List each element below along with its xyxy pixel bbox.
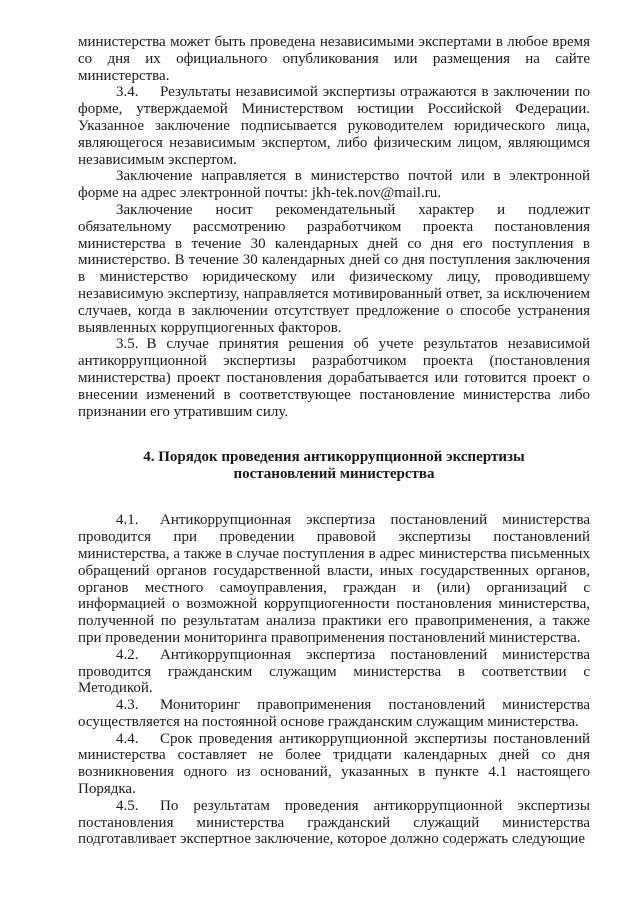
document-page bbox=[78, 34, 590, 848]
paragraph-4-1 bbox=[78, 512, 590, 646]
paragraph-text: Антикоррупционная экспертиза постановлений министерства проводится гражданским служащим министерства в соответствии с Методикой. bbox=[78, 646, 590, 697]
paragraph-text: Антикоррупционная экспертиза постановлений министерства проводится при проведении правовой экспертизы постановлений министерства, а также в случае поступления в адрес министерства письменных обращений органов государственной власти, иных государственных органов, органов местного самоуправления, граждан и (или) организаций с информацией о возможной коррупциогенности постановления министерства, полученной по результатам анализа практики его правоприменения, а также при проведении мониторинга правоприменения постановлений министерства. bbox=[78, 512, 590, 646]
paragraph-text: По результатам проведения антикоррупционной экспертизы постановления министерства гражданский служащий министерства подготавливает экспертное заключение, которое должно содержать следующие bbox=[78, 797, 590, 848]
paragraph-text: Заключение носит рекомендательный характер и подлежит обязательному рассмотрению разработчиком проекта постановления министерства в течение 30 календарных дней со дня его поступления в министерство. В течение 30 календарных дней со дня поступления заключения в министерство юридическому или физическому лицу, проводившему независимую экспертизу, направляется мотивированный ответ, за исключением случаев, когда в заключении отсутствует предложение о способе устранения выявленных коррупциогенных факторов. bbox=[78, 201, 590, 336]
paragraph-number: 3.4. bbox=[116, 84, 139, 101]
paragraph-text: В случае принятия решения об учете результатов независимой антикоррупционной экспертизы разработчиком проекта (постановления министерства) проект постановления дорабатывается или готовится проект о внесении изменений в соответствующее постановление министерства либо признании его утратившим силу. bbox=[78, 336, 590, 420]
paragraph-conclusion-character bbox=[78, 202, 590, 336]
paragraph-number: 3.5. bbox=[116, 336, 139, 353]
section-heading-line-2: постановлений министерства bbox=[233, 466, 435, 483]
section-heading bbox=[78, 449, 590, 483]
paragraph-3-4 bbox=[78, 84, 590, 168]
paragraph-number: 4.4. bbox=[116, 730, 139, 747]
paragraph-3-5 bbox=[78, 336, 590, 420]
paragraph-number: 4.3. bbox=[116, 697, 139, 714]
paragraph-conclusion-address bbox=[78, 168, 590, 202]
paragraph-number: 4.2. bbox=[116, 646, 139, 663]
paragraph-number: 4.1. bbox=[116, 512, 139, 529]
paragraph-text: Заключение направляется в министерство почтой или в электронной форме на адрес электронной почты: jkh-tek.nov@mail.ru. bbox=[78, 168, 590, 202]
section-heading-line-1: 4. Порядок проведения антикоррупционной экспертизы bbox=[143, 449, 525, 466]
paragraph-number: 4.5. bbox=[116, 797, 139, 814]
paragraph-4-4 bbox=[78, 731, 590, 798]
paragraph-text: Мониторинг правоприменения постановлений министерства осуществляется на постоянной основе гражданским служащим министерства. bbox=[78, 697, 590, 730]
paragraph-4-3 bbox=[78, 697, 590, 731]
paragraph-text: министерства может быть проведена независимыми экспертами в любое время со дня их официального опубликования или размещения на сайте министерства. bbox=[78, 34, 590, 84]
paragraph-3-3-tail bbox=[78, 34, 590, 84]
paragraph-text: Срок проведения антикоррупционной экспертизы постановлений министерства составляет не более тридцати календарных дней со дня возникновения одного из оснований, указанных в пункте 4.1 настоящего Порядка. bbox=[78, 730, 590, 798]
paragraph-4-5 bbox=[78, 798, 590, 848]
paragraph-4-2 bbox=[78, 647, 590, 697]
paragraph-text: Результаты независимой экспертизы отражаются в заключении по форме, утверждаемой Министерством юстиции Российской Федерации. Указанное заключение подписывается руководителем юридического лица, являющегося независимым экспертом, либо физическим лицом, являющимся независимым экспертом. bbox=[78, 84, 590, 168]
